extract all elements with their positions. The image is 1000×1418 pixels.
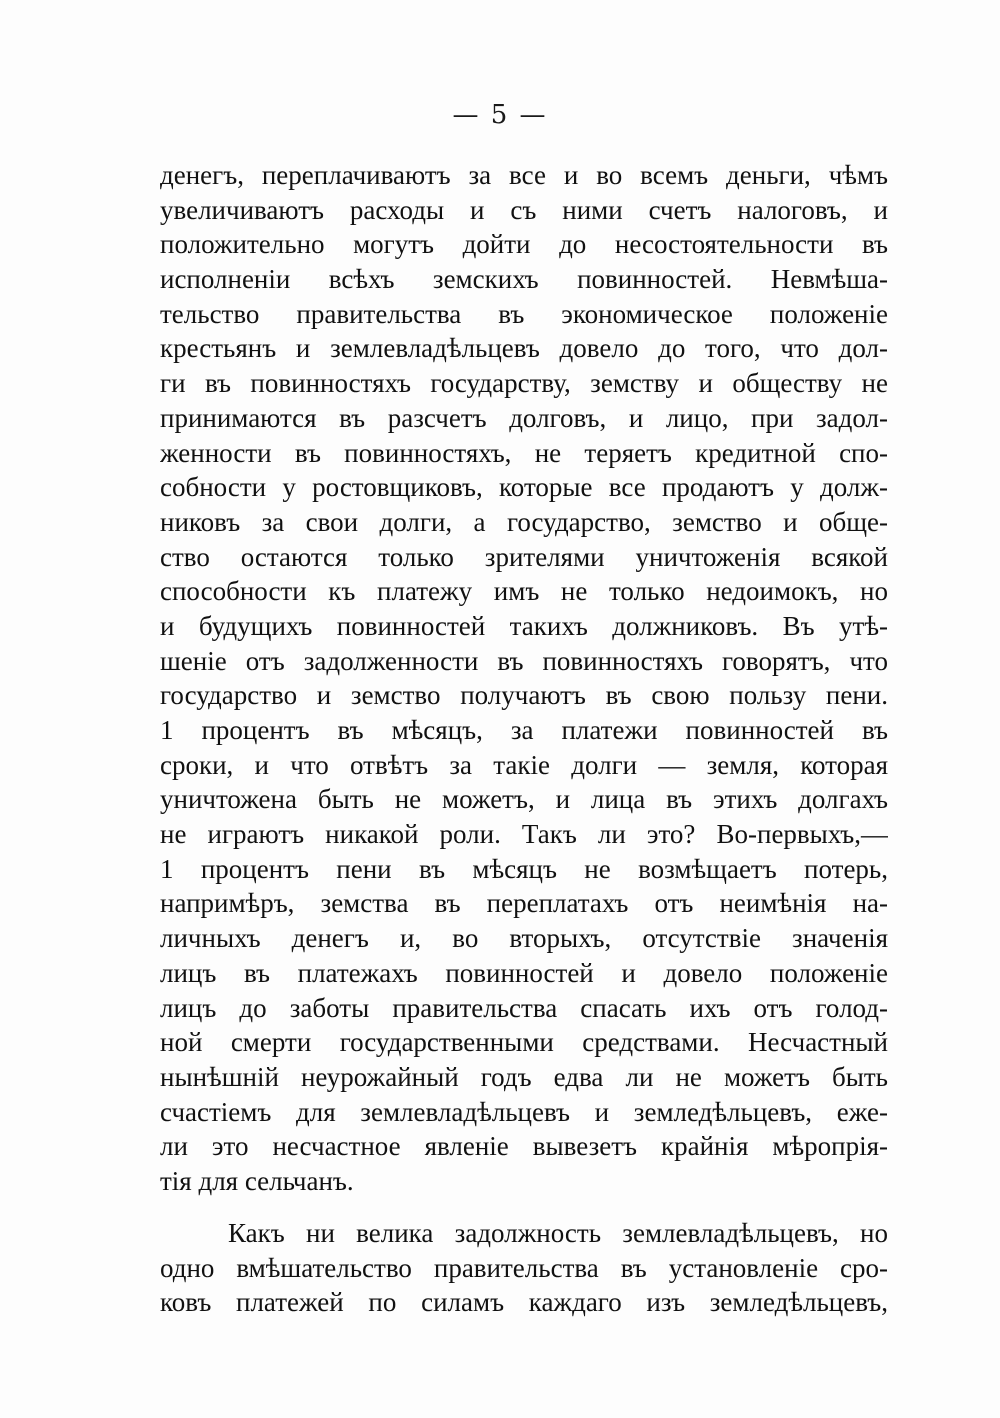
text-line: женности въ повинностяхъ, не теряетъ кредитной спо- [160, 437, 888, 468]
text-line: денегъ, переплачиваютъ за все и во всемъ деньги, чѣмъ [160, 160, 888, 190]
text-line: принимаются въ разсчетъ долговъ, и лицо, при задол- [160, 402, 888, 433]
text-line: ли это несчастное явленіе вывезетъ крайнія мѣропрія- [160, 1131, 888, 1162]
text-line: государство и земство получаютъ въ свою пользу пени. [160, 680, 888, 711]
text-line: исполненіи всѣхъ земскихъ повинностей. Невмѣша- [160, 264, 888, 295]
text-line: нынѣшній неурожайный годъ едва ли не можетъ быть [160, 1061, 888, 1092]
text-line: увеличиваютъ расходы и съ ними счетъ налоговъ, и [160, 194, 888, 225]
text-line: крестьянъ и землевладѣльцевъ довело до того, что дол- [160, 333, 888, 364]
text-line: лицъ въ платежахъ повинностей и довело положеніе [160, 957, 888, 988]
text-line: тельство правительства въ экономическое положеніе [160, 298, 888, 329]
paragraph-2 [160, 1216, 888, 1320]
text-line: шеніе отъ задолженности въ повинностяхъ говорятъ, что [160, 645, 888, 676]
text-line: сроки, и что отвѣтъ за такіе долги — земля, которая [160, 749, 888, 780]
text-line: и будущихъ повинностей такихъ должниковъ. Въ утѣ- [160, 610, 888, 641]
text-line: ковъ платежей по силамъ каждаго изъ земледѣльцевъ, [160, 1287, 888, 1318]
text-line: напримѣръ, земства въ переплатахъ отъ неимѣнія на- [160, 888, 888, 919]
text-line: Какъ ни велика задолжность землевладѣльцевъ, но [228, 1218, 888, 1248]
text-line: личныхъ денегъ и, во вторыхъ, отсутствіе значенія [160, 923, 888, 954]
text-line: положительно могутъ дойти до несостоятельности въ [160, 229, 888, 260]
text-line: способности къ платежу имъ не только недоимокъ, но [160, 576, 888, 607]
text-line: ги въ повинностяхъ государству, земству и обществу не [160, 368, 888, 399]
text-line: ство остаются только зрителями уничтоженія всякой [160, 541, 888, 572]
text-line: 1 процентъ въ мѣсяцъ, за платежи повинностей въ [160, 715, 888, 745]
text-line: тія для сельчанъ. [160, 1165, 354, 1196]
text-line: собности у ростовщиковъ, которые все продаютъ у долж- [160, 472, 888, 503]
paragraph-1 [160, 158, 888, 1199]
text-line: ной смерти государственными средствами. Несчастный [160, 1027, 888, 1058]
text-line: никовъ за свои долги, а государство, земство и обще- [160, 506, 888, 537]
text-line: счастіемъ для землевладѣльцевъ и земледѣльцевъ, еже- [160, 1096, 888, 1127]
text-line: лицъ до заботы правительства спасать ихъ отъ голод- [160, 992, 888, 1023]
text-line: уничтожена быть не можетъ, и лица въ этихъ долгахъ [160, 784, 888, 815]
text-line: 1 процентъ пени въ мѣсяцъ не возмѣщаетъ потерь, [160, 853, 888, 884]
text-line: не играютъ никакой роли. Такъ ли это? Во-первыхъ,— [160, 819, 888, 850]
text-line: одно вмѣшательство правительства въ установленіе сро- [160, 1252, 888, 1283]
page-number: — 5 — [452, 100, 548, 130]
